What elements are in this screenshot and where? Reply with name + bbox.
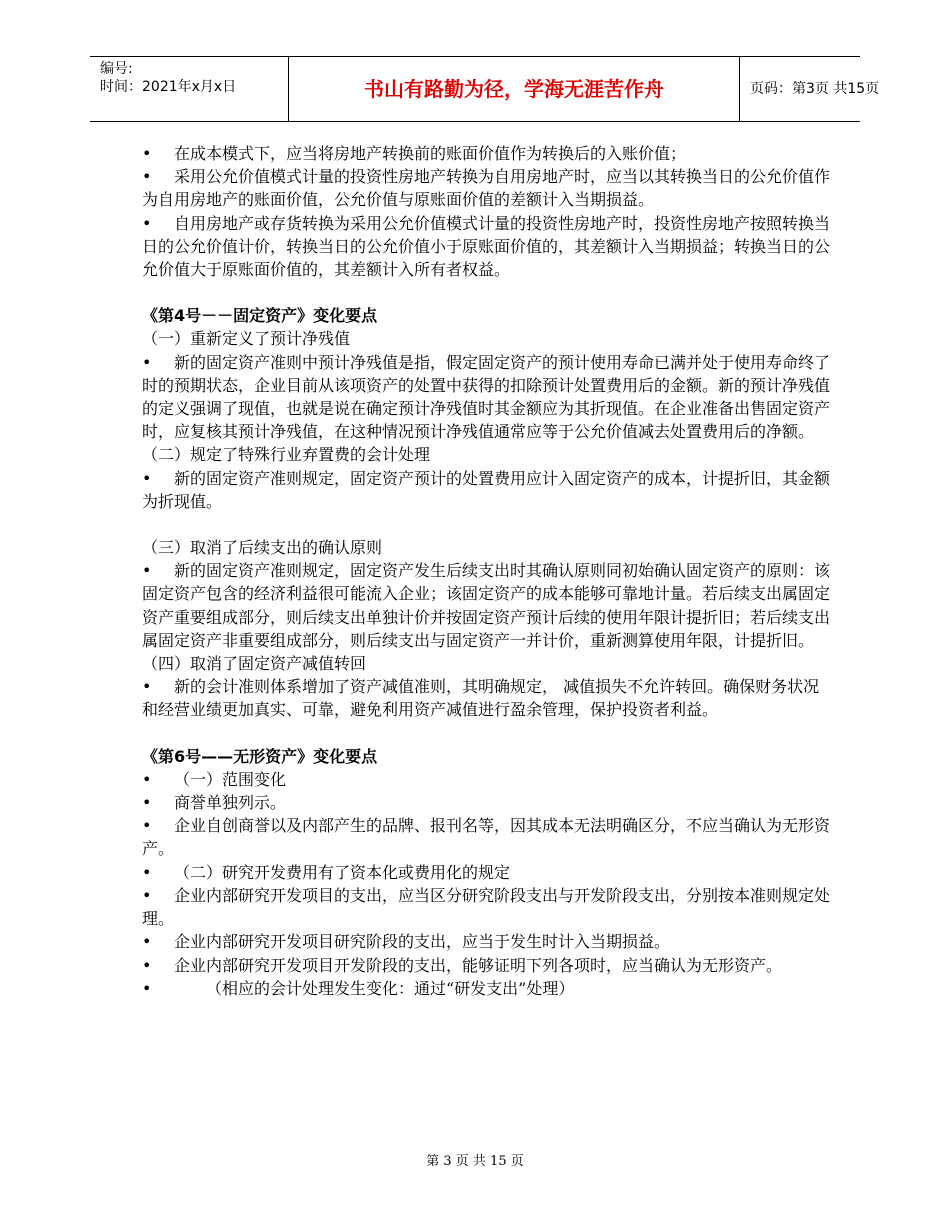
header-meta: [90, 57, 288, 121]
bullet-icon: •: [142, 885, 152, 905]
header-motto: 书山有路勤为径，学海无涯苦作舟: [364, 77, 664, 101]
list-item: [142, 791, 832, 814]
bullet-icon: •: [142, 955, 152, 975]
list-item: [142, 142, 832, 165]
list-item: [142, 977, 832, 1000]
paragraph-text: （相应的会计处理发生变化：通过“研发支出”处理）: [206, 978, 575, 998]
section-heading: 《第6号——无形资产》变化要点: [142, 746, 378, 766]
document-number-label: 编号:: [100, 61, 133, 77]
section-heading: 《第4号－－固定资产》变化要点: [142, 306, 378, 326]
list-item: [142, 212, 832, 282]
paragraph-text: 采用公允价值模式计量的投资性房地产转换为自用房地产时，应当以其转换当日的公允价值作为自用房地产的账面价值，公允价值与原账面价值的差额计入当期损益。: [142, 167, 831, 210]
paragraph-text: 自用房地产或存货转换为采用公允价值模式计量的投资性房地产时，投资性房地产按照转换当日的公允价值计价，转换当日的公允价值小于原账面价值的，其差额计入当期损益；转换当日的公允价值大于原账面价值的，其差额计入所有者权益。: [142, 213, 831, 280]
paragraph-text: 新的固定资产准则规定，固定资产发生后续支出时其确认原则同初始确认固定资产的原则：该固定资产包含的经济利益很可能流入企业；该固定资产的成本能够可靠地计量。若后续支出属固定资产重要组成部分，则后续支出单独计价并按固定资产预计后续的使用年限计提折旧；若后续支出属固定资产非重要组成部分，则后续支出与固定资产一并计价，重新测算使用年限，计提折旧。: [142, 561, 831, 650]
bullet-icon: •: [142, 213, 152, 233]
paragraph-text: （二）研究开发费用有了资本化或费用化的规定: [174, 862, 511, 882]
document-body: [142, 142, 832, 1000]
paragraph-text: 企业内部研究开发项目的支出，应当区分研究阶段支出与开发阶段支出，分别按本准则规定处理。: [142, 885, 831, 929]
bullet-icon: •: [142, 167, 152, 187]
paragraph-text: 企业内部研究开发项目开发阶段的支出，能够证明下列各项时，应当确认为无形资产。: [174, 955, 783, 975]
list-item: [142, 814, 832, 860]
bullet-icon: •: [142, 561, 152, 581]
paragraph-text: 企业内部研究开发项目研究阶段的支出，应当于发生时计入当期损益。: [174, 932, 671, 952]
header-page-info: 页码：第3页 共15页: [750, 81, 880, 97]
header-motto-cell: [288, 57, 740, 121]
bullet-icon: •: [142, 862, 152, 882]
list-item: [142, 165, 832, 211]
paragraph-text: （一）范围变化: [174, 769, 287, 789]
bullet-icon: •: [142, 352, 152, 372]
bullet-icon: •: [142, 468, 152, 488]
subsection-title: （二）规定了特殊行业弃置费的会计处理: [142, 445, 431, 465]
bullet-icon: •: [142, 144, 152, 163]
list-item: [142, 467, 832, 513]
subsection-title: （三）取消了后续支出的确认原则: [142, 538, 383, 558]
paragraph-text: 新的会计准则体系增加了资产减值准则，其明确规定， 减值损失不允许转回。确保财务状况和经营业绩更加真实、可靠，避免利用资产减值进行盈余管理，保护投资者利益。: [142, 677, 820, 720]
bullet-icon: •: [142, 978, 152, 998]
list-item: [142, 930, 832, 953]
paragraph-text: 企业自创商誉以及内部产生的品牌、报刊名等，因其成本无法明确区分，不应当确认为无形资产。: [142, 816, 831, 859]
subsection-title: （一）重新定义了预计净残值: [142, 329, 351, 349]
paragraph-text: 在成本模式下，应当将房地产转换前的账面价值作为转换后的入账价值；: [174, 144, 687, 163]
list-item: [142, 884, 832, 930]
list-item: [142, 351, 832, 444]
subsection-title: （四）取消了固定资产减值转回: [142, 654, 367, 674]
paragraph-text: 新的固定资产准则中预计净残值是指，假定固定资产的预计使用寿命已满并处于使用寿命终了时的预期状态，企业目前从该项资产的处置中获得的扣除预计处置费用后的金额。新的预计净残值的定义强调了现值，也就是说在确定预计净残值时其金额应为其折现值。在企业准备出售固定资产时，应复核其预计净残值，在这种情况预计净残值通常应等于公允价值减去处置费用后的净额。: [142, 352, 831, 442]
bullet-icon: •: [142, 677, 152, 697]
list-item: [142, 954, 832, 977]
paragraph-text: 商誉单独列示。: [174, 793, 287, 813]
list-item: [142, 559, 832, 652]
bullet-icon: •: [142, 932, 152, 952]
paragraph-text: 新的固定资产准则规定，固定资产预计的处置费用应计入固定资产的成本，计提折旧，其金额为折现值。: [142, 468, 831, 511]
bullet-icon: •: [142, 769, 152, 789]
list-item: [142, 768, 832, 791]
list-item: [142, 861, 832, 884]
list-item: [142, 675, 832, 721]
page-footer: 第 3 页 共 15 页: [426, 1154, 524, 1169]
bullet-icon: •: [142, 816, 152, 836]
page-header: [90, 56, 880, 122]
bullet-icon: •: [142, 793, 152, 813]
document-time: 时间：2021年x月x日: [100, 79, 237, 95]
